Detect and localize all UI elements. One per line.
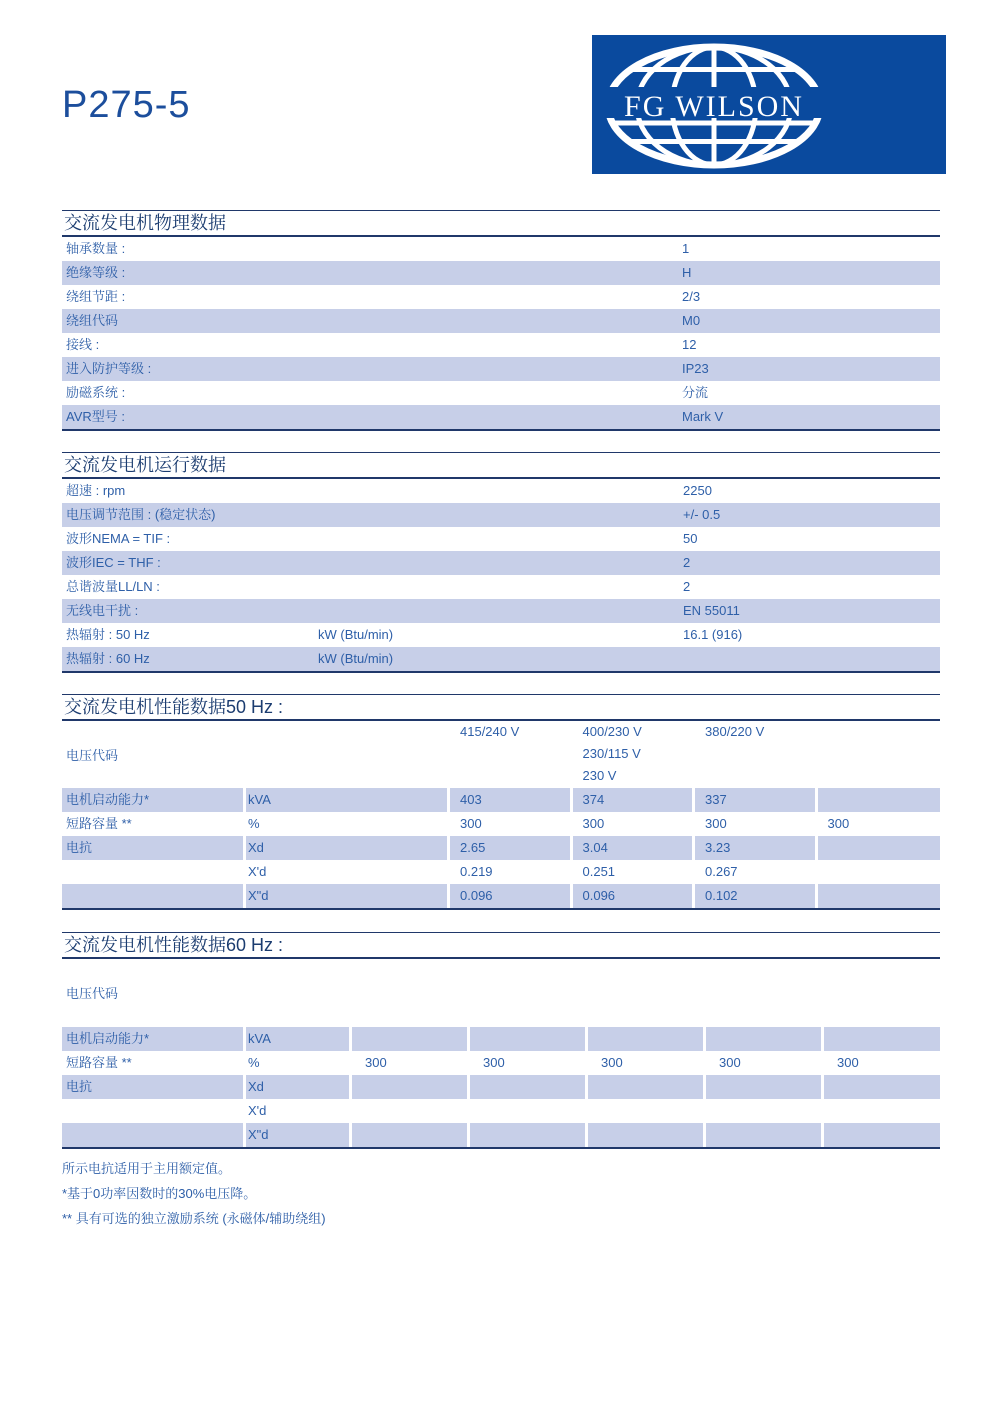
cell-value [588,1075,706,1099]
table-row [62,381,940,405]
cell-value: 403 [450,788,573,812]
voltage-code-label: 电压代码 [66,986,119,1001]
footnotes [62,1156,940,1231]
spacer [246,721,450,788]
table-row [62,285,940,309]
section-title: 交流发电机性能数据60 Hz : [64,935,284,955]
table-row [62,261,940,285]
voltage-column [695,721,818,788]
section-title: 交流发电机物理数据 [64,213,226,233]
cell-value [824,1075,940,1099]
row-label: 波形IEC = THF : [66,554,161,570]
cell-value [352,1075,470,1099]
row-unit: kVA [246,1027,352,1051]
cell-value: 0.102 [695,884,818,908]
row-label: 轴承数量 : [66,240,126,256]
table-row [62,836,940,860]
row-value: IP23 [682,360,709,376]
row-label: 波形NEMA = TIF : [66,530,171,546]
table-row [62,309,940,333]
cell-value [588,1123,706,1147]
row-label: 电压调节范围 : (稳定状态) [66,506,216,522]
table-row [62,884,940,908]
cell-value [470,1027,588,1051]
row-label [62,860,246,884]
row-unit: Xd [246,836,450,860]
cell-value: 0.096 [450,884,573,908]
cell-value [470,1099,588,1123]
row-value: 50 [683,530,698,546]
cell-value [824,1027,940,1051]
cell-value: 300 [352,1051,470,1075]
table-row [62,237,940,261]
row-unit [316,551,681,575]
cell-value: 0.267 [695,860,818,884]
row-label: 短路容量 ** [62,812,246,836]
row-label: 励磁系统 : [66,384,126,400]
table-row [62,623,940,647]
section-operating-data [62,452,940,673]
row-unit [316,503,681,527]
row-unit [316,599,681,623]
cell-value [470,1075,588,1099]
logo-text: FG WILSON [624,90,804,123]
row-unit: X'd [246,860,450,884]
row-label [62,1099,246,1123]
cell-value [470,1123,588,1147]
page-title: P275-5 [62,84,191,126]
voltage-column [573,721,696,788]
globe-icon [592,35,946,174]
cell-value [818,860,941,884]
footnote: ** 具有可选的独立激励系统 (永磁体/辅助绕组) [62,1211,326,1226]
cell-value [706,1099,824,1123]
table-row [62,647,940,671]
cell-value: 300 [470,1051,588,1075]
table-row [62,357,940,381]
cell-value: 300 [450,812,573,836]
cell-value: 300 [827,815,850,831]
row-unit [316,479,681,503]
cell-value: 300 [588,1051,706,1075]
cell-value: 300 [837,1054,859,1070]
footnote: *基于0功率因数时的30%电压降。 [62,1186,257,1201]
cell-value: 300 [573,812,696,836]
table-row [62,405,940,429]
cell-value [824,1123,940,1147]
section-performance-50hz [62,694,940,910]
cell-value: 0.251 [573,860,696,884]
section-performance-60hz [62,932,940,1149]
voltage-header [62,721,940,788]
table-row [62,1051,940,1075]
table-row [62,1123,940,1147]
fg-wilson-logo [592,35,946,174]
cell-value: 3.23 [695,836,818,860]
row-value: 1 [682,240,690,256]
row-label: 无线电干扰 : [66,602,139,618]
row-unit [316,527,681,551]
voltage-option: 230/115 V [582,745,641,761]
row-value: H [682,264,692,280]
row-value: +/- 0.5 [683,506,721,522]
row-label: 超速 : rpm [66,482,126,498]
row-value: 2 [683,554,691,570]
row-unit [316,575,681,599]
row-value: 2/3 [682,288,701,304]
row-unit: % [246,812,450,836]
row-label: 绕组节距 : [66,288,126,304]
row-value [681,647,940,671]
row-value: Mark V [682,408,724,424]
row-label: 电抗 [62,1075,246,1099]
section-bottom-rule [62,1147,940,1149]
row-value: M0 [682,312,701,328]
voltage-header [62,959,940,1027]
section-physical-data [62,210,940,431]
row-unit: kW (Btu/min) [318,626,394,642]
row-label: 热辐射 : 60 Hz [66,650,150,666]
row-label: 电机启动能力* [62,788,246,812]
table-row [62,503,940,527]
row-label: 热辐射 : 50 Hz [66,626,150,642]
table-row [62,812,940,836]
row-label [62,1123,246,1147]
cell-value [824,1099,940,1123]
row-label: 绝缘等级 : [66,264,126,280]
table-row [62,860,940,884]
performance-60hz-table [62,1027,940,1147]
cell-value [352,1123,470,1147]
voltage-code-label: 电压代码 [62,745,246,764]
footnote: 所示电抗适用于主用额定值。 [62,1161,232,1176]
table-row [62,551,940,575]
voltage-option: 415/240 V [460,723,520,739]
row-value: 分流 [682,384,709,400]
physical-table [62,237,940,429]
section-bottom-rule [62,908,940,910]
table-row [62,599,940,623]
cell-value: 0.096 [573,884,696,908]
table-row [62,527,940,551]
table-row [62,1099,940,1123]
row-label: 总谐波量LL/LN : [66,578,160,594]
cell-value: 2.65 [450,836,573,860]
row-label: 进入防护等级 : [66,360,152,376]
table-row [62,575,940,599]
table-row [62,333,940,357]
voltage-option: 380/220 V [705,723,765,739]
row-label [62,884,246,908]
voltage-option: 400/230 V [582,723,642,739]
table-row [62,1075,940,1099]
row-value: 2250 [683,482,712,498]
performance-50hz-table [62,788,940,908]
row-label: AVR型号 : [66,408,125,424]
row-label: 绕组代码 [66,312,119,328]
cell-value [588,1027,706,1051]
row-unit: X'd [246,1099,352,1123]
cell-value: 374 [573,788,696,812]
cell-value: 337 [695,788,818,812]
voltage-option: 230 V [582,768,617,784]
table-row [62,479,940,503]
row-label: 电抗 [62,836,246,860]
row-unit: % [246,1051,352,1075]
row-unit: Xd [246,1075,352,1099]
row-value: EN 55011 [683,602,740,618]
row-unit: kVA [246,788,450,812]
cell-value [818,836,941,860]
row-label: 电机启动能力* [62,1027,246,1051]
row-unit: X"d [246,1123,352,1147]
cell-value: 300 [695,812,818,836]
row-value: 2 [683,578,691,594]
table-row [62,1027,940,1051]
cell-value [706,1123,824,1147]
cell-value: 0.219 [450,860,573,884]
row-value: 12 [682,336,697,352]
cell-value [818,884,941,908]
row-value: 16.1 (916) [683,626,743,642]
section-bottom-rule [62,429,940,431]
row-unit: X"d [246,884,450,908]
section-title: 交流发电机性能数据50 Hz : [64,697,284,717]
row-unit: kW (Btu/min) [318,650,394,666]
cell-value [352,1099,470,1123]
cell-value [588,1099,706,1123]
cell-value: 300 [706,1051,824,1075]
voltage-column [450,721,573,788]
section-title: 交流发电机运行数据 [64,455,226,475]
cell-value [352,1027,470,1051]
row-label: 短路容量 ** [62,1051,246,1075]
section-bottom-rule [62,671,940,673]
table-row [62,788,940,812]
cell-value: 3.04 [573,836,696,860]
cell-value [706,1027,824,1051]
operating-table [62,479,940,671]
cell-value [818,788,941,812]
cell-value [706,1075,824,1099]
voltage-column [818,721,941,788]
row-label: 接线 : [66,336,100,352]
